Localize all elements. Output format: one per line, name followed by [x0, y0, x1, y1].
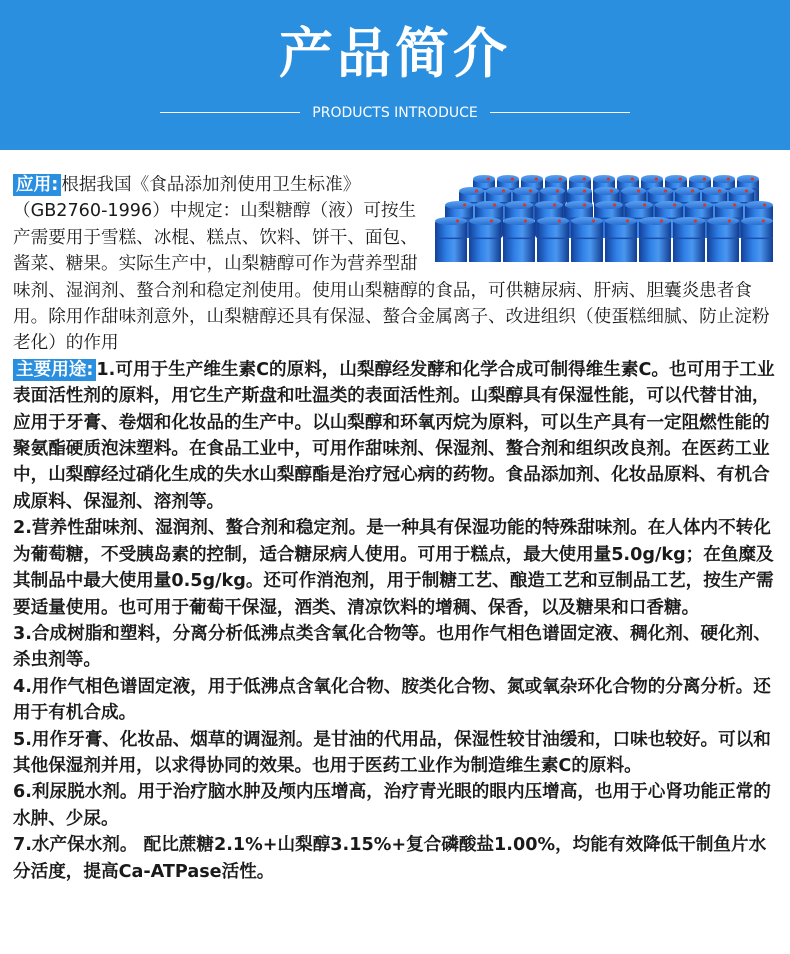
drum-band: [741, 238, 773, 240]
drum-cap: [583, 177, 586, 180]
drum-body: [571, 220, 603, 262]
drum-lid: [569, 175, 591, 183]
drum-lid: [497, 175, 519, 183]
drum-cap: [673, 203, 676, 206]
drum-lid: [545, 175, 567, 183]
drum-cap: [607, 177, 610, 180]
drum-lid: [513, 187, 538, 195]
drum-band: [469, 238, 501, 240]
drum-cap: [502, 189, 505, 192]
drum-lid: [741, 217, 773, 225]
drum-lid: [665, 175, 687, 183]
drum-lid: [445, 201, 473, 209]
drum-lid: [503, 217, 535, 225]
drum-lid: [673, 217, 705, 225]
blue-drums-photo: [433, 172, 779, 262]
drum-lid: [702, 187, 727, 195]
main-use-item: 5.用作牙膏、化妆品、烟草的调湿剂。是甘油的代用品，保湿性较甘油缓和，口味也较好。可以和其他保湿剂并用，以求得协同的效果。也用于医药工业作为制造维生素C的原料。: [13, 729, 771, 776]
drum-cap: [745, 189, 748, 192]
drum-lid: [685, 201, 713, 209]
drum-body: [537, 220, 569, 262]
drum-cap: [493, 203, 496, 206]
drum-cap: [691, 189, 694, 192]
drum-lid: [655, 201, 683, 209]
drum-body: [435, 220, 467, 262]
drum-cap: [728, 219, 731, 222]
drum-cap: [679, 177, 682, 180]
drum-cap: [558, 219, 561, 222]
drum-lid: [689, 175, 711, 183]
drum-cap: [610, 189, 613, 192]
drum-cap: [655, 177, 658, 180]
drum-cap: [535, 177, 538, 180]
drum-cap: [592, 219, 595, 222]
drum-cap: [511, 177, 514, 180]
drum-lid: [593, 175, 615, 183]
main-use-item: 3.合成树脂和塑料，分离分析低沸点类含氧化合物等。也用作气相色谱固定液、稠化剂、硬化剂、杀虫剂等。: [13, 623, 771, 671]
drum-band: [435, 238, 467, 240]
drum-lid: [641, 175, 663, 183]
main-use-text: 1.可用于生产维生素C的原料，山梨醇经发酵和化学合成可制得维生素C。也可用于工业表面活性剂的原料，用它生产斯盘和吐温类的表面活性剂。山梨醇具有保湿性能，可以代替甘油，应用于牙膏、卷烟和化妆品的生产中。以山梨醇和环氧丙烷为原料，可以生产具有一定阻燃性能的聚氨酯硬质泡沫塑料。在食品工业中，可用作甜味剂、保湿剂、螯合剂和组织改良剂。在医药工业中，山梨醇经过硝化生成的失水山梨醇酯是治疗冠心病的药物。食品添加剂、化妆品原料、有机合成原料、保湿剂、溶剂等。: [13, 359, 775, 512]
drum-lid: [621, 187, 646, 195]
drum-cap: [762, 219, 765, 222]
drum-cap: [751, 177, 754, 180]
drum-lid: [535, 201, 563, 209]
drum-cap: [523, 203, 526, 206]
drum-cap: [556, 189, 559, 192]
main-use-item: 7.水产保水剂。 配比蔗糖2.1%+山梨醇3.15%+复合磷酸盐1.00%，均能有效降低干制鱼片水分活度，提高Ca-ATPase活性。: [13, 835, 767, 882]
drum-lid: [675, 187, 700, 195]
drum-cap: [490, 219, 493, 222]
product-description: [13, 172, 779, 885]
page-title: 产品简介: [279, 22, 511, 85]
drum-band: [707, 238, 739, 240]
drum-cap: [727, 177, 730, 180]
drum-lid: [521, 175, 543, 183]
drum-lid: [605, 217, 637, 225]
drum-cap: [703, 203, 706, 206]
drum-cap: [475, 189, 478, 192]
drum-lid: [459, 187, 484, 195]
drum-lid: [745, 201, 773, 209]
header-banner: [0, 0, 790, 150]
drum-cap: [529, 189, 532, 192]
application-tag: 应用:: [13, 174, 61, 196]
drum-body: [605, 220, 637, 262]
drum-cap: [626, 219, 629, 222]
drum-cap: [553, 203, 556, 206]
drum-cap: [694, 219, 697, 222]
drum-cap: [631, 177, 634, 180]
main-use-item: 2.营养性甜味剂、湿润剂、螯合剂和稳定剂。是一种具有保湿功能的特殊甜味剂。在人体内不转化为葡萄糖，不受胰岛素的控制，适合糖尿病人使用。可用于糕点，最大使用量5.0g/kg；在鱼糜及其制品中最大使用量0.5g/kg。还可作消泡剂，用于制糖工艺、酿造工艺和豆制品工艺，按生产需要适量使用。也可用于葡萄干保湿，酒类、清凉饮料的增稠、保香，以及糖果和口香糖。: [13, 518, 774, 618]
drum-cap: [583, 189, 586, 192]
drum-cap: [456, 219, 459, 222]
drum-cap: [763, 203, 766, 206]
application-text: 根据我国《食品添加剂使用卫生标准》（GB2760-1996）中规定：山梨糖醇（液）可按生产需要用于雪糕、冰棍、糕点、饮料、饼干、面包、酱菜、糖果。实际生产中，山梨糖醇可作为营养型甜味剂、湿润剂、螯合剂和稳定剂使用。使用山梨糖醇的食品，可供糖尿病、肝病、胆囊炎患者食用。除用作甜味剂意外，山梨糖醇还具有保湿、螯合金属离子、改进组织（使蛋糕细腻、防止淀粉老化）的作用: [13, 175, 770, 354]
drum-cap: [733, 203, 736, 206]
main-use-item: [13, 357, 779, 515]
drum-cap: [463, 203, 466, 206]
drum-lid: [473, 175, 495, 183]
drum-lid: [537, 217, 569, 225]
drum-cap: [487, 177, 490, 180]
drum-lid: [625, 201, 653, 209]
drum-lid: [595, 201, 623, 209]
drum-body: [503, 220, 535, 262]
drum-band: [605, 238, 637, 240]
drum-cap: [524, 219, 527, 222]
drum-lid: [571, 217, 603, 225]
drum-body: [741, 220, 773, 262]
main-use-item: 4.用作气相色谱固定液，用于低沸点含氧化合物、胺类化合物、氮或氧杂环化合物的分离分析。还用于有机合成。: [13, 676, 771, 724]
drum-lid: [713, 175, 735, 183]
drum-cap: [664, 189, 667, 192]
drum-lid: [565, 201, 593, 209]
drum-lid: [715, 201, 743, 209]
drum-body: [469, 220, 501, 262]
drum-body: [707, 220, 739, 262]
drum-band: [537, 238, 569, 240]
header-rule-right: [490, 112, 630, 113]
page-subtitle: PRODUCTS INTRODUCE: [312, 105, 478, 121]
drum-lid: [648, 187, 673, 195]
drum-cap: [583, 203, 586, 206]
drum-lid: [737, 175, 759, 183]
drum-lid: [729, 187, 754, 195]
drum-band: [503, 238, 535, 240]
drum-cap: [703, 177, 706, 180]
drum-body: [673, 220, 705, 262]
drum-cap: [660, 219, 663, 222]
drum-band: [639, 238, 671, 240]
drum-band: [571, 238, 603, 240]
drum-lid: [567, 187, 592, 195]
drum-lid: [486, 187, 511, 195]
drum-lid: [639, 217, 671, 225]
drum-lid: [435, 217, 467, 225]
drum-lid: [617, 175, 639, 183]
main-uses-tag: 主要用途:: [13, 359, 96, 381]
drum-lid: [505, 201, 533, 209]
drum-lid: [475, 201, 503, 209]
drum-lid: [469, 217, 501, 225]
drum-cap: [559, 177, 562, 180]
drum-cap: [643, 203, 646, 206]
drum-cap: [637, 189, 640, 192]
drum-lid: [540, 187, 565, 195]
drum-cap: [613, 203, 616, 206]
drum-lid: [594, 187, 619, 195]
main-use-item: 6.利尿脱水剂。用于治疗脑水肿及颅内压增高，治疗青光眼的眼内压增高，也用于心肾功能正常的水肿、少尿。: [13, 782, 771, 829]
drum-body: [639, 220, 671, 262]
drum-band: [673, 238, 705, 240]
drum-cap: [718, 189, 721, 192]
drum-lid: [707, 217, 739, 225]
